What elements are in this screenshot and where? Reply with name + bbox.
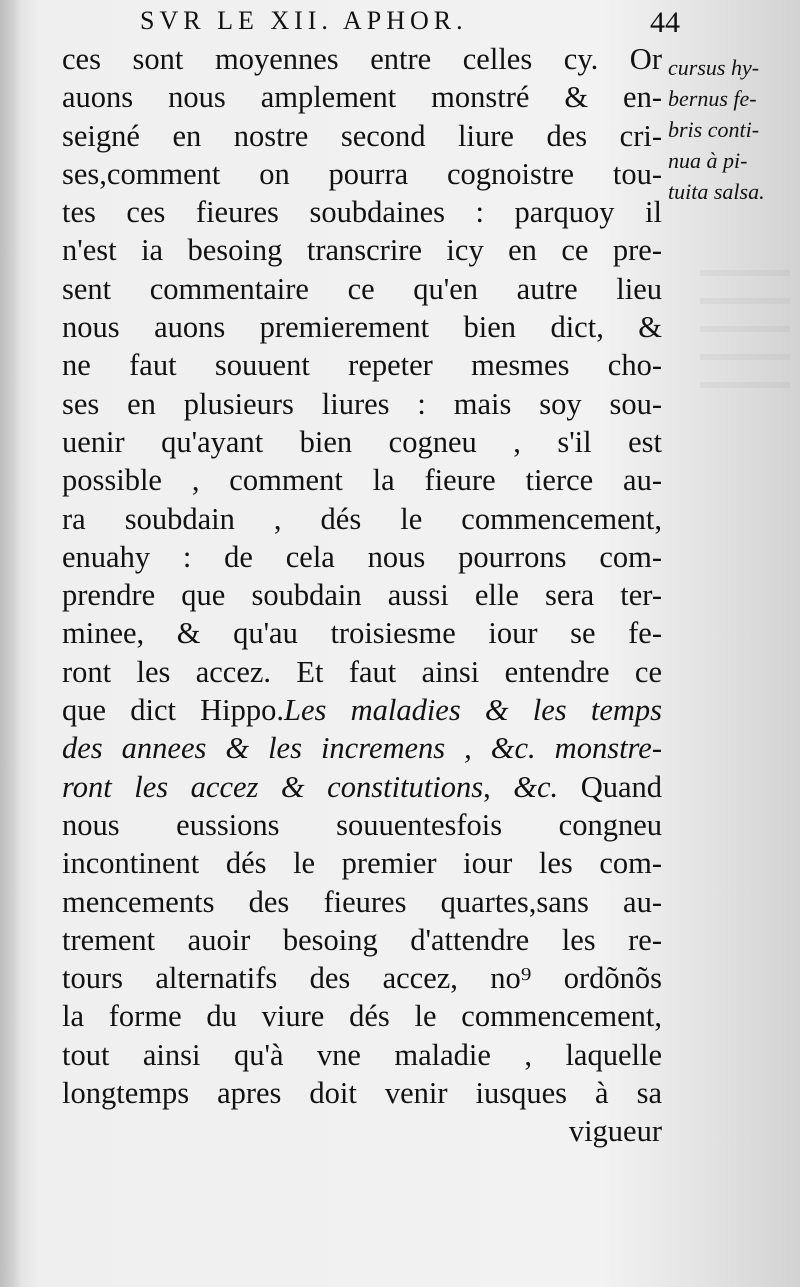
text-segment: Quand bbox=[558, 769, 662, 804]
text-segment: uenir qu'ayant bien cogneu , s'il est bbox=[62, 424, 662, 459]
text-line bbox=[62, 576, 662, 614]
text-line bbox=[62, 461, 662, 499]
text-segment: tout ainsi qu'à vne maladie , laquelle bbox=[62, 1037, 662, 1072]
text-line bbox=[62, 806, 662, 844]
text-line bbox=[62, 614, 662, 652]
text-line bbox=[62, 653, 662, 691]
text-line bbox=[62, 500, 662, 538]
text-line bbox=[62, 231, 662, 269]
text-segment: mencements des fieures quartes,sans au- bbox=[62, 884, 662, 919]
text-segment: ne faut souuent repeter mesmes cho- bbox=[62, 348, 662, 383]
text-line bbox=[62, 921, 662, 959]
text-line bbox=[62, 538, 662, 576]
text-segment: possible , comment la fieure tierce au- bbox=[62, 463, 662, 498]
text-line bbox=[62, 346, 662, 384]
text-segment: la forme du viure dés le commencement, bbox=[62, 999, 662, 1034]
text-segment: minee, & qu'au troisiesme iour se fe- bbox=[62, 616, 662, 651]
marginal-note-line: nua à pi- bbox=[668, 148, 748, 173]
text-line bbox=[62, 1074, 662, 1112]
text-line bbox=[62, 883, 662, 921]
italic-quote-segment: &c. bbox=[513, 769, 559, 804]
text-segment: seigné en nostre second liure des cri- bbox=[62, 118, 662, 153]
marginal-note-line: bernus fe- bbox=[668, 86, 757, 111]
text-line bbox=[62, 997, 662, 1035]
italic-quote-segment: des annees & les incremens , &c. monstre- bbox=[62, 731, 662, 766]
text-segment: ces sont moyennes entre celles cy. Or bbox=[62, 42, 662, 76]
text-segment: nous eussions souuentesfois congneu bbox=[62, 807, 662, 842]
marginal-note-line: cursus hy- bbox=[668, 55, 760, 80]
text-line bbox=[62, 1112, 662, 1150]
show-through-ink bbox=[700, 270, 790, 400]
text-segment: que dict Hippo. bbox=[62, 693, 285, 728]
italic-quote-segment: ront les accez & constitutions bbox=[62, 769, 484, 804]
page-header bbox=[140, 6, 680, 40]
italic-quote-segment: Les maladies & les temps bbox=[284, 693, 662, 728]
text-line bbox=[62, 40, 662, 78]
spine-shadow bbox=[0, 0, 22, 1287]
text-segment: , bbox=[483, 769, 514, 804]
text-segment: tes ces fieures soubdaines : parquoy il bbox=[62, 195, 662, 230]
text-segment: trement auoir besoing d'attendre les re- bbox=[62, 922, 662, 957]
text-line bbox=[62, 193, 662, 231]
text-segment: nous auons premierement bien dict, & bbox=[62, 310, 662, 345]
page-number: 44 bbox=[650, 6, 680, 39]
text-line bbox=[62, 768, 662, 806]
text-segment: tours alternatifs des accez, no⁹ ordõnõs bbox=[62, 961, 662, 996]
running-title: SVR LE XII. APHOR. bbox=[140, 6, 468, 35]
text-segment: incontinent dés le premier iour les com- bbox=[62, 846, 662, 881]
text-line bbox=[62, 691, 662, 729]
text-segment: n'est ia besoing transcrire icy en ce pre- bbox=[62, 233, 662, 268]
text-line bbox=[62, 78, 662, 116]
marginal-note-line: bris conti- bbox=[668, 117, 760, 142]
text-segment: ses,comment on pourra cognoistre tou- bbox=[62, 156, 662, 191]
text-segment: ses en plusieurs liures : mais soy sou- bbox=[62, 386, 662, 421]
text-segment: longtemps apres doit venir iusques à sa bbox=[62, 1076, 662, 1111]
text-segment: ront les accez. Et faut ainsi entendre ce bbox=[62, 654, 662, 689]
text-segment: prendre que soubdain aussi elle sera ter- bbox=[62, 578, 662, 613]
text-line bbox=[62, 270, 662, 308]
text-segment: vigueur bbox=[568, 1114, 662, 1149]
text-line bbox=[62, 844, 662, 882]
text-line bbox=[62, 423, 662, 461]
text-segment: ra soubdain , dés le commencement, bbox=[62, 501, 662, 536]
text-segment: auons nous amplement monstré & en- bbox=[62, 80, 662, 115]
text-segment: enuahy : de cela nous pourrons com- bbox=[62, 539, 662, 574]
text-segment: sent commentaire ce qu'en autre lieu bbox=[62, 271, 662, 306]
text-line bbox=[62, 385, 662, 423]
marginal-note-line: tuita salsa. bbox=[668, 179, 765, 204]
marginal-note bbox=[668, 52, 794, 207]
text-line bbox=[62, 1036, 662, 1074]
text-line bbox=[62, 729, 662, 767]
text-line bbox=[62, 959, 662, 997]
text-line bbox=[62, 155, 662, 193]
text-line bbox=[62, 117, 662, 155]
main-text-block bbox=[62, 40, 662, 1151]
text-line bbox=[62, 308, 662, 346]
